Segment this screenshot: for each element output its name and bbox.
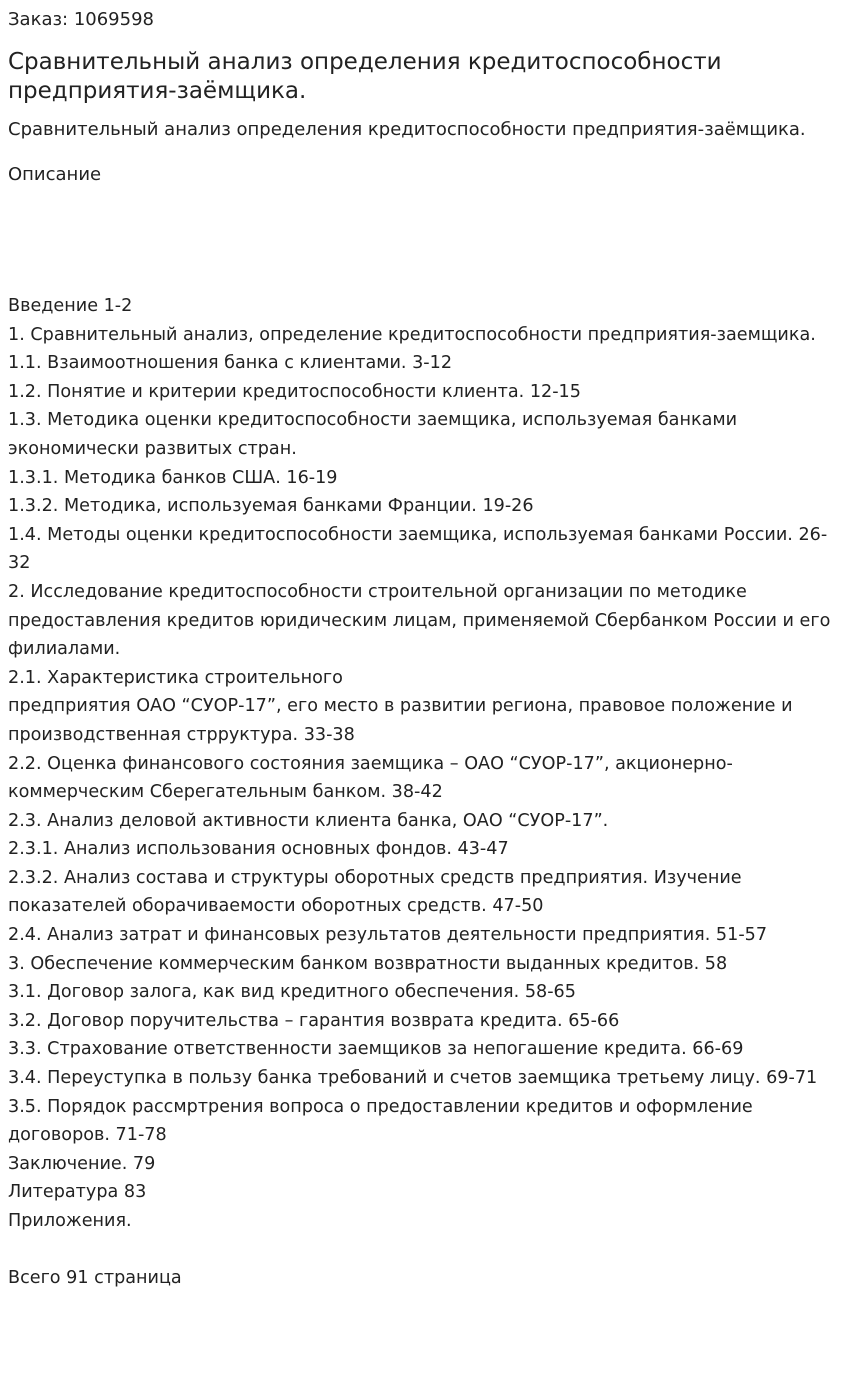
table-of-contents — [8, 292, 839, 1293]
toc-item: 1.4. Методы оценки кредитоспособности заемщика, используемая банками России. 26-32 — [8, 524, 828, 574]
toc-item: 1.2. Понятие и критерии кредитоспособности клиента. 12-15 — [8, 381, 581, 402]
toc-item: 2.2. Оценка финансового состояния заемщика – ОАО “СУОР-17”, акционерно-коммерческим Сберегательным банком. 38-42 — [8, 753, 733, 803]
toc-item: 1.3. Методика оценки кредитоспособности заемщика, используемая банками экономически развитых стран. — [8, 410, 738, 459]
toc-item: Заключение. 79 — [8, 1153, 156, 1174]
toc-item: 3.5. Порядок рассмртрения вопроса о предоставлении кредитов и оформление договоров. 71-78 — [8, 1096, 753, 1146]
toc-item: 1.3.1. Методика банков США. 16-19 — [8, 467, 338, 488]
toc-item: 3.4. Переуступка в пользу банка требований и счетов заемщика третьему лицу. 69-71 — [8, 1068, 818, 1089]
blank-line — [8, 1236, 839, 1265]
toc-item: 3. Обеспечение коммерческим банком возвратности выданных кредитов. 58 — [8, 953, 728, 974]
order-number: Заказ: 1069598 — [8, 9, 154, 30]
toc-item: 3.2. Договор поручительства – гарантия возврата кредита. 65-66 — [8, 1010, 620, 1031]
toc-item: 2.3.1. Анализ использования основных фондов. 43-47 — [8, 839, 509, 860]
toc-item: 1.1. Взаимоотношения банка с клиентами. 3-12 — [8, 353, 453, 374]
toc-item: 2.1. Характеристика строительного — [8, 667, 343, 688]
toc-item: Приложения. — [8, 1211, 132, 1231]
toc-item: 1.3.2. Методика, используемая банками Франции. 19-26 — [8, 496, 534, 517]
toc-item: 2.3. Анализ деловой активности клиента банка, ОАО “СУОР-17”. — [8, 810, 609, 831]
page-subtitle: Сравнительный анализ определения кредитоспособности предприятия-заёмщика. — [8, 119, 806, 140]
toc-item: 3.1. Договор залога, как вид кредитного обеспечения. 58-65 — [8, 982, 576, 1003]
total-pages: Всего 91 страница — [8, 1268, 182, 1289]
toc-item: 3.3. Страхование ответственности заемщиков за непогашение кредита. 66-69 — [8, 1039, 744, 1060]
toc-item: 2. Исследование кредитоспособности строительной организации по методике предоставления кредитов юридическим лицам, применяемой Сбербанком России и его филиалами. — [8, 581, 831, 660]
description-label: Описание — [8, 164, 102, 185]
toc-item: Литература 83 — [8, 1182, 147, 1203]
toc-item: 2.3.2. Анализ состава и структуры оборотных средств предприятия. Изучение показателей оборачиваемости оборотных средств. 47-50 — [8, 867, 742, 917]
toc-item: 2.4. Анализ затрат и финансовых результатов деятельности предприятия. 51-57 — [8, 925, 768, 946]
toc-item: 1. Сравнительный анализ, определение кредитоспособности предприятия-заемщика. — [8, 324, 816, 345]
toc-item: предприятия ОАО “СУОР-17”, его место в развитии региона, правовое положение и производственная стрруктура. 33-38 — [8, 696, 793, 745]
page-title: Сравнительный анализ определения кредитоспособности предприятия-заёмщика. — [8, 49, 722, 104]
toc-item: Введение 1-2 — [8, 296, 133, 316]
